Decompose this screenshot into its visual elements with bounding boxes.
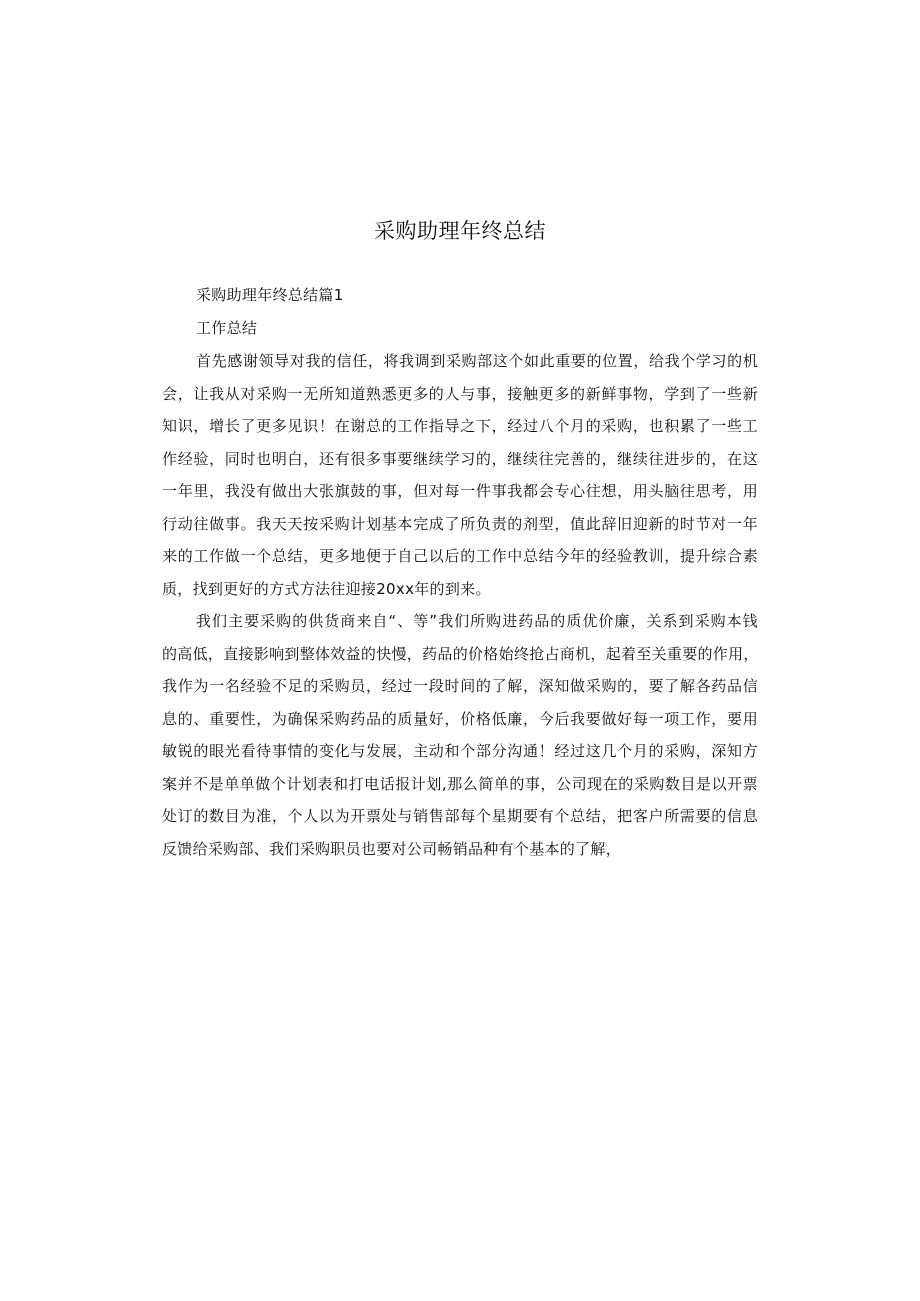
paragraph-line: 作经验，同时也明白，还有很多事要继续学习的，继续往完善的，继续往进步的，在这 (162, 449, 758, 468)
paragraph-line: 息的、重要性，为确保采购药品的质量好，价格低廉，今后我要做好每一项工作，要用 (162, 709, 758, 728)
paragraph-line: 一年里，我没有做出大张旗鼓的事，但对每一件事我都会专心往想，用头脑往思考，用 (162, 482, 758, 500)
paragraph-line: 知识，增长了更多见识！在谢总的工作指导之下，经过八个月的采购，也积累了一些工 (162, 417, 758, 435)
paragraph-line: 敏锐的眼光看待事情的变化与发展，主动和个部分沟通！经过这几个月的采购，深知方 (162, 742, 758, 760)
paragraph-1 (162, 345, 758, 605)
paragraph-line: 的高低，直接影响到整体效益的快慢，药品的价格始终抢占商机，起着至关重要的作用， (162, 644, 759, 663)
paragraph-line: 我作为一名经验不足的采购员，经过一段时间的了解，深知做采购的，要了解各药品信 (162, 677, 758, 695)
subheading: 工作总结 (196, 319, 258, 337)
section-heading: 采购助理年终总结篇1 (196, 286, 344, 304)
document-title: 采购助理年终总结 (374, 219, 546, 243)
paragraph-line: 反馈给采购部、我们采购职员也要对公司畅销品种有个基本的了解， (162, 839, 622, 858)
paragraph-line: 质，找到更好的方式方法往迎接20xx年的到来。 (162, 579, 491, 598)
paragraph-line: 案并不是单单做个计划表和打电话报计划,那么简单的事，公司现在的采购数目是以开票 (162, 774, 758, 793)
paragraph-line: 首先感谢领导对我的信任，将我调到采购部这个如此重要的位置，给我个学习的机 (196, 352, 758, 370)
paragraph-line: 来的工作做一个总结，更多地便于自己以后的工作中总结今年的经验教训，提升综合素 (162, 547, 758, 565)
paragraph-line: 行动往做事。我天天按采购计划基本完成了所负责的剂型，值此辞旧迎新的时节对一年 (162, 514, 758, 533)
document-body (162, 279, 758, 865)
paragraph-line: 我们主要采购的供货商来自“、等”我们所购进药品的质优价廉，关系到采购本钱 (196, 612, 758, 630)
paragraph-2 (162, 605, 758, 865)
paragraph-line: 会，让我从对采购一无所知道熟悉更多的人与事，接触更多的新鲜事物，学到了一些新 (162, 384, 758, 403)
paragraph-line: 处订的数目为准，个人以为开票处与销售部每个星期要有个总结，把客户所需要的信息 (162, 807, 758, 825)
